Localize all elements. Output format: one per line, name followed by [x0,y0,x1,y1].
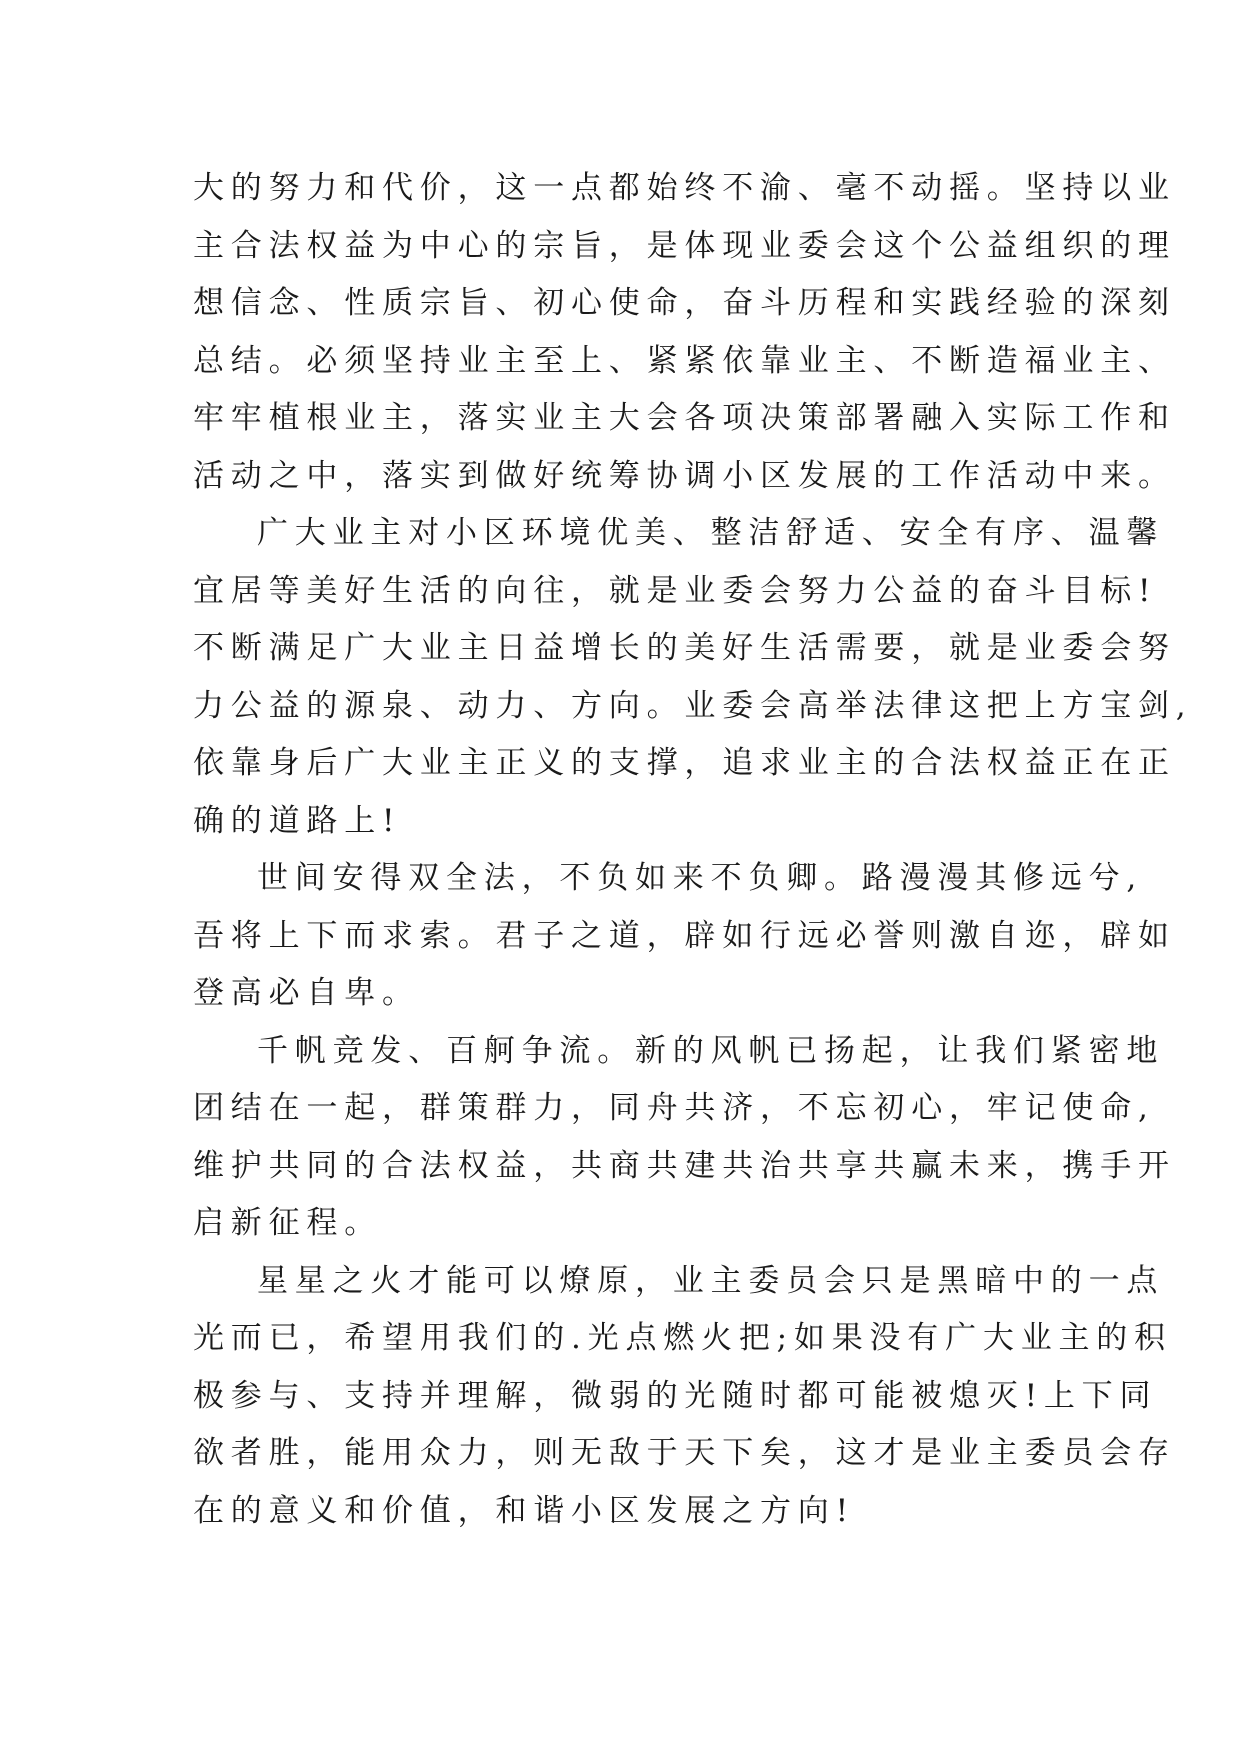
text-line: 主合法权益为中心的宗旨，是体现业委会这个公益组织的理 [193,227,1176,264]
text-line: 力公益的源泉、动力、方向。业委会高举法律这把上方宝剑, [193,687,1193,724]
text-line: 宜居等美好生活的向往，就是业委会努力公益的奋斗目标! [193,572,1158,609]
text-line: 确的道路上! [193,802,402,839]
document-body [193,160,1193,1540]
paragraph-3 [193,850,1176,1023]
text-line: 维护共同的合法权益，共商共建共治共享共赢未来，携手开 [193,1147,1176,1184]
text-line: 吾将上下而求索。君子之道，辟如行远必誉则激自迩，辟如 [193,917,1176,954]
text-line: 不断满足广大业主日益增长的美好生活需要，就是业委会努 [193,630,1176,666]
text-line: 大的努力和代价，这一点都始终不渝、毫不动摇。坚持以业 [193,170,1176,206]
text-line: 广大业主对小区环境优美、整洁舒适、安全有序、温馨 [257,515,1165,551]
paragraph-2 [193,505,1193,850]
text-line: 光而已，希望用我们的.光点燃火把;如果没有广大业主的积 [193,1320,1172,1356]
text-line: 启新征程。 [193,1205,382,1241]
text-line: 依靠身后广大业主正义的支撑，追求业主的合法权益正在正 [193,745,1176,781]
text-line: 星星之火才能可以燎原，业主委员会只是黑暗中的一点 [257,1262,1165,1299]
text-line: 团结在一起，群策群力，同舟共济，不忘初心，牢记使命, [193,1090,1155,1126]
paragraph-5 [193,1253,1176,1541]
text-line: 极参与、支持并理解，微弱的光随时都可能被熄灭!上下同 [193,1377,1158,1414]
text-line: 世间安得双全法，不负如来不负卿。路漫漫其修远兮, [257,860,1144,896]
text-line: 总结。必须坚持业主至上、紧紧依靠业主、不断造福业主、 [193,342,1176,379]
paragraph-4 [193,1023,1176,1253]
text-line: 欲者胜，能用众力，则无敌于天下矣，这才是业主委员会存 [193,1435,1176,1471]
paragraph-1 [193,160,1176,505]
text-line: 登高必自卑。 [193,975,420,1011]
text-line: 想信念、性质宗旨、初心使命，奋斗历程和实践经验的深刻 [193,285,1176,321]
text-line: 活动之中，落实到做好统筹协调小区发展的工作活动中来。 [193,457,1176,494]
text-line: 牢牢植根业主，落实业主大会各项决策部署融入实际工作和 [193,400,1176,436]
text-line: 在的意义和价值，和谐小区发展之方向! [193,1492,855,1529]
text-line: 千帆竞发、百舸争流。新的风帆已扬起，让我们紧密地 [257,1032,1165,1069]
